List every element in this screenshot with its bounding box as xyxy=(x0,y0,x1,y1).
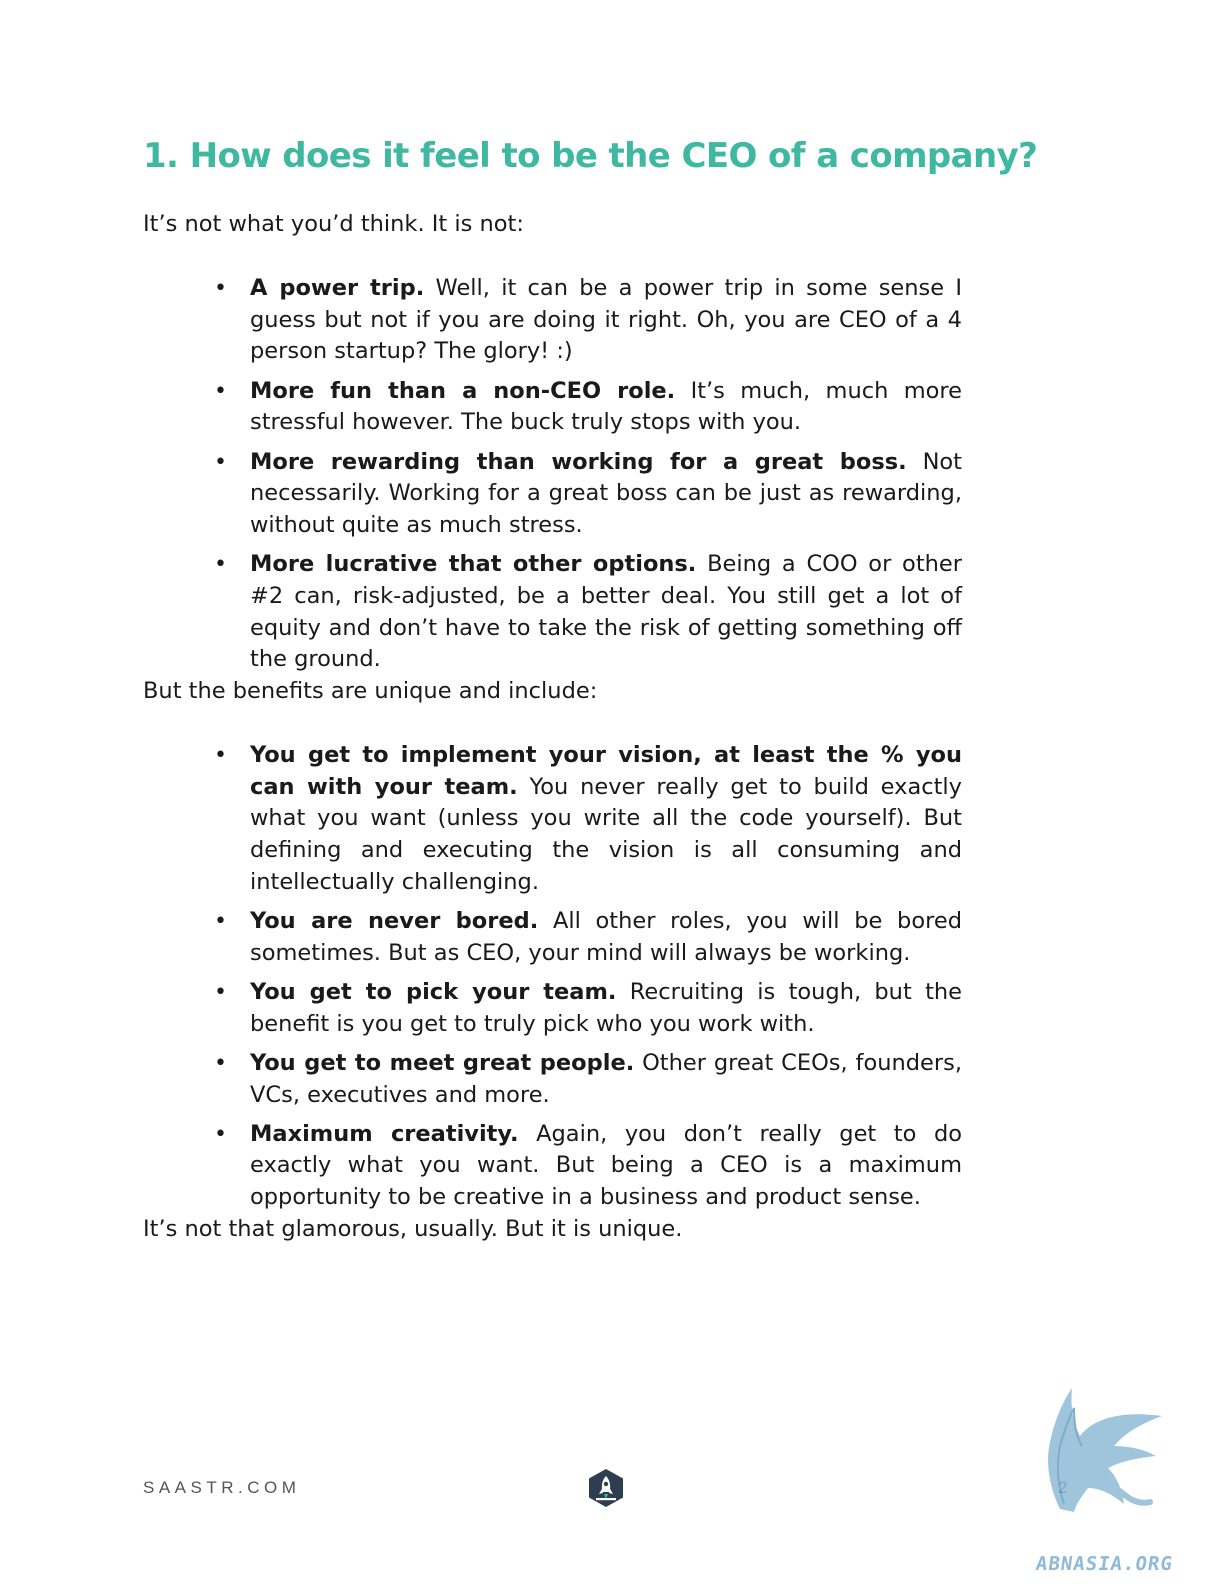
list-item xyxy=(214,549,962,676)
list-item-title: You are never bored. xyxy=(250,908,539,935)
list-item-text: Not necessarily. Working for a great boss can be just as rewarding, without quite as much stress. xyxy=(250,448,963,538)
footer-site-link[interactable]: SAASTR.COM xyxy=(143,1478,301,1497)
bullet-icon: • xyxy=(214,909,227,935)
bullet-icon: • xyxy=(214,449,227,475)
list-item-text: Other great CEOs, founders, VCs, executives and more. xyxy=(250,1049,962,1108)
bullet-icon: • xyxy=(214,1121,227,1147)
list-item xyxy=(214,740,962,899)
benefits-intro-paragraph: But the benefits are unique and include: xyxy=(143,678,598,704)
list-item xyxy=(214,376,962,439)
list-item-title: You get to meet great people. xyxy=(250,1049,635,1076)
bullet-icon: • xyxy=(214,552,227,578)
rocket-hexagon-icon xyxy=(586,1468,626,1508)
list-item xyxy=(214,1119,962,1214)
not-list xyxy=(214,273,962,683)
bullet-icon: • xyxy=(214,276,227,301)
page-title: 1. How does it feel to be the CEO of a company? xyxy=(143,136,1038,176)
list-item-title: More fun than a non-CEO role. xyxy=(250,377,676,404)
list-item-title: A power trip. xyxy=(250,275,425,301)
list-item xyxy=(214,447,962,542)
list-item xyxy=(214,977,962,1040)
list-item xyxy=(214,906,962,969)
list-item-text: You never really get to build exactly what you want (unless you write all the code yourself). But defining and executing the vision is all consuming and intellectually challenging. xyxy=(250,773,962,895)
bullet-icon: • xyxy=(214,1050,227,1076)
list-item-title: More lucrative that other options. xyxy=(250,551,697,578)
list-item-title: You get to implement your vision, at least the % you can with your team. xyxy=(250,742,962,800)
bullet-icon: • xyxy=(214,743,227,768)
list-item-title: You get to pick your team. xyxy=(250,978,617,1005)
list-item-title: More rewarding than working for a great boss. xyxy=(250,448,907,475)
list-item xyxy=(214,273,962,368)
list-item-text: Being a COO or other #2 can, risk-adjusted, be a better deal. You still get a lot of equity and don’t have to take the risk of getting something off the ground. xyxy=(250,551,963,673)
list-item-text: Well, it can be a power trip in some sense I guess but not if you are doing it right. Oh, you are CEO of a 4 person startup? The glory! :) xyxy=(250,275,962,365)
list-item-text: Again, you don’t really get to do exactly what you want. But being a CEO is a maximum opportunity to be creative in a business and product sense. xyxy=(250,1120,962,1211)
watermark-text: ABNASIA.ORG xyxy=(1034,1553,1175,1575)
list-item-text: All other roles, you will be bored sometimes. But as CEO, your mind will always be working. xyxy=(250,908,962,966)
list-item xyxy=(214,1048,962,1111)
list-item-text: It’s much, much more stressful however. The buck truly stops with you. xyxy=(250,377,962,436)
benefits-list xyxy=(214,740,962,1221)
list-item-text: Recruiting is tough, but the benefit is you get to truly pick who you work with. xyxy=(250,978,962,1037)
griffin-icon xyxy=(1030,1384,1170,1514)
bullet-icon: • xyxy=(214,979,227,1005)
list-item-title: Maximum creativity. xyxy=(250,1120,519,1147)
closing-paragraph: It’s not that glamorous, usually. But it is unique. xyxy=(143,1216,683,1242)
bullet-icon: • xyxy=(214,378,227,404)
intro-paragraph: It’s not what you’d think. It is not: xyxy=(143,211,524,237)
